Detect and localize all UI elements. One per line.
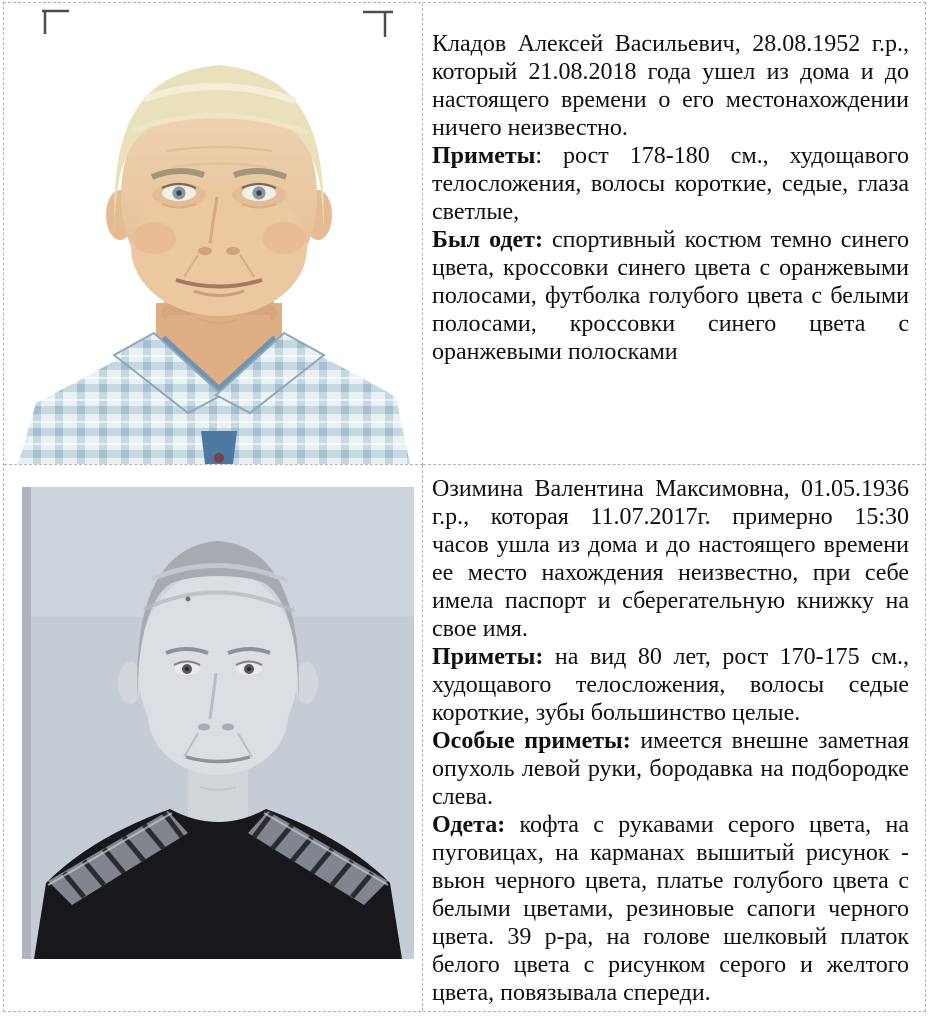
- notice-paragraph: [432, 475, 909, 643]
- notice-intro: Кладов Алексей Васильевич, 28.08.1952 г.р., который 21.08.2018 года ушел из дома и до настоящего времени о его местонахождении ничего неизвестно.: [432, 31, 909, 141]
- notice-paragraph: Одета: кофта с рукавами серого цвета, на пуговицах, на карманах вышитый рисунок - вьюн черного цвета, платье голубого цвета с белыми цветами, резиновые сапоги черного цвета. 39 р-ра, на голове шелковый платок белого цвета с рисунком серого и желтого цвета, повязывала спереди.: [432, 812, 909, 1006]
- photo-cell-ozimina: [4, 465, 423, 1011]
- notice-paragraph: Приметы: на вид 80 лет, рост 170-175 см., худощавого телосложения, волосы седые короткие, зубы большинство целые.: [432, 644, 909, 726]
- kladov-photo: [4, 3, 422, 464]
- notice-paragraph: Особые приметы: имеется внешне заметная опухоль левой руки, бородавка на подбородке слева.: [432, 728, 910, 810]
- notice-label: Одета:: [432, 812, 506, 838]
- woman-portrait: [22, 487, 414, 959]
- notice-text-kladov: [423, 3, 925, 465]
- notice-paragraph: [432, 30, 909, 142]
- ozimina-photo: [4, 465, 422, 1010]
- notice-label: Приметы: [432, 143, 536, 169]
- notice-intro: Озимина Валентина Максимовна, 01.05.1936 г.р., которая 11.07.2017г. примерно 15:30 часов ушла из дома и до настоящего времени ее место нахождения неизвестно, при себе имела паспорт и сберегательную книжку на свое имя.: [432, 476, 909, 642]
- notice-label: Особые приметы:: [432, 728, 631, 754]
- photo-cell-kladov: [4, 3, 423, 465]
- notice-paragraph: Был одет: спортивный костюм темно синего цвета, кроссовки синего цвета с оранжевыми полосами, футболка голубого цвета с белыми полосами, кроссовки синего цвета с оранжевыми полосками: [432, 227, 909, 365]
- notice-paragraph: Приметы: рост 178-180 см., худощавого телосложения, волосы короткие, седые, глаза светлые,: [432, 143, 909, 225]
- poster-sheet: [3, 2, 926, 1012]
- notice-label: Был одет:: [432, 227, 543, 253]
- notice-label: Приметы:: [432, 644, 544, 670]
- notice-text-ozimina: [423, 465, 925, 1011]
